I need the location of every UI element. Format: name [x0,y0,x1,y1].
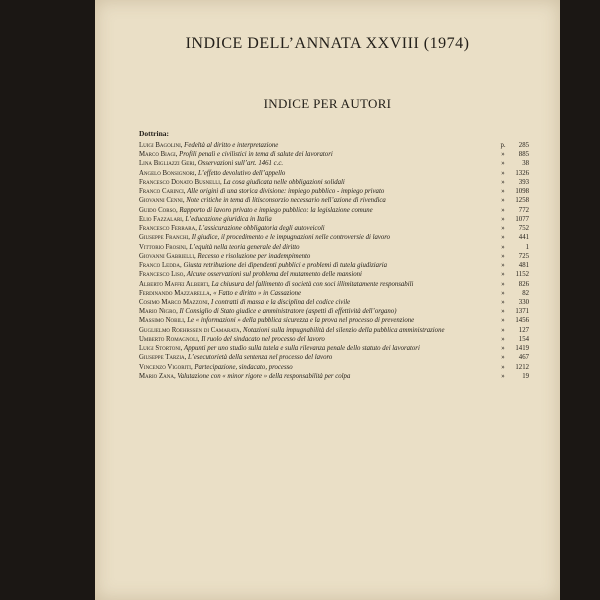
entry-page-number: 1 [525,243,529,251]
entry-work-title: Alcune osservazioni sul problema del mutamento delle mansioni [186,271,362,279]
entry-author: Lina Bigliazzi Geri, [139,160,197,168]
entry-work-title: Note critiche in tema di litisconsorzio necessario nell’azione di rivendica [186,197,386,205]
entry-work-title: L’equità nella teoria generale del diritto [189,243,300,251]
index-entry [139,336,529,344]
index-entry [139,160,529,168]
entry-author: Cosimo Marco Mazzoni, [139,298,210,306]
entry-author: Franco Ledda, [139,262,182,270]
entry-page-number: 1258 [515,197,529,205]
entry-author: Vittorio Frosini, [139,243,188,251]
entry-page-mark: » [501,335,505,343]
entry-page-mark: » [501,215,505,223]
entry-page-number: 1326 [515,169,529,177]
entry-work-title: Giusta retribuzione dei dipendenti pubblici e problemi di tutela giudiziaria [183,262,388,270]
entry-page-mark: » [501,225,505,233]
entry-page-mark: » [501,151,505,159]
index-entry [139,188,529,196]
entry-text [139,179,497,187]
entry-page-mark: p. [500,142,506,149]
index-entry [139,317,529,325]
entry-text [139,151,497,159]
entry-text [139,336,497,344]
entry-author: Mario Nigro, [139,308,178,316]
index-entry [139,271,529,279]
entry-page-number: 725 [518,252,529,260]
index-entry [139,207,529,215]
entry-work-title: Notazioni sulla impugnabilità del silenzio della pubblica amministrazione [243,326,445,334]
entry-author: Franco Carinci, [139,188,186,196]
entry-work-title: Valutazione con « minor rigore » della responsabilità per colpa [177,372,351,380]
entry-page-mark: » [501,206,505,214]
entry-text [139,271,497,279]
index-entry [139,225,529,233]
entry-author: Angelo Bonsignori, [139,169,197,177]
entry-text [139,317,497,325]
entry-author: Guido Corso, [139,206,178,214]
index-entry [139,197,529,205]
entry-page-number: 1212 [515,363,529,371]
entry-author: Alberto Maffei Alberti, [139,280,210,288]
author-index-heading: INDICE PER AUTORI [263,96,392,111]
entry-page-mark: » [501,372,505,380]
index-entry [139,253,529,261]
entry-work-title: Recesso e risoluzione per inadempimento [197,252,311,260]
entry-page-number: 38 [522,160,529,168]
entry-page-mark: » [501,243,505,251]
section-label-dottrina: Dottrina: [139,129,169,138]
entry-page-mark: » [501,317,505,325]
entry-work-title: L’effetto devolutivo dell’appello [198,169,286,177]
entry-page-mark: » [501,169,505,177]
entry-page-mark: » [501,298,505,306]
entry-work-title: Osservazioni sull’art. 1461 c.c. [197,160,284,168]
entry-page-number: 441 [518,234,529,242]
entry-page-number: 19 [522,372,529,380]
entry-page-mark: » [501,308,505,316]
entry-work-title: Appunti per uno studio sulla tutela e sulla rilevanza penale dello statuto dei lavoratori [184,345,420,353]
entry-text [139,364,497,372]
entry-work-title: Il giudice, il procedimento e le impugnazioni nelle controversie di lavoro [191,234,391,242]
entry-text [139,197,497,205]
entry-author: Umberto Romagnoli, [139,335,200,343]
entry-page-mark: » [501,326,505,334]
index-entry [139,170,529,178]
entry-page-mark: » [501,234,505,242]
entry-page-mark: » [501,197,505,205]
entry-page-number: 285 [518,142,529,149]
entry-work-title: Il Consiglio di Stato giudice e amministratore (aspetti di effettività dell’organo) [179,308,397,316]
entry-text [139,225,497,233]
entry-text [139,253,497,261]
entry-page-number: 1456 [515,317,529,325]
entry-author: Marco Biagi, [139,151,178,159]
entry-page-number: 467 [518,354,529,362]
entry-author: Mario Zana, [139,372,176,380]
book-page [95,0,560,600]
entry-author: Luigi Stortoni, [139,345,183,353]
entry-work-title: L’esecutorietà della sentenza nel processo del lavoro [188,354,333,362]
index-entry [139,151,529,159]
entry-page-mark: » [501,188,505,196]
entry-page-number: 772 [518,206,529,214]
entry-work-title: I contratti di massa e la disciplina del codice civile [211,298,351,306]
entry-author: Giuseppe Franchi, [139,234,190,242]
index-entry [139,281,529,289]
entry-page-number: 481 [518,262,529,270]
entry-author: Giuseppe Tarzia, [139,354,187,362]
index-entry [139,364,529,372]
entry-text [139,262,497,270]
entry-text [139,345,497,353]
entry-page-mark: » [501,178,505,186]
entry-page-number: 1152 [515,271,529,279]
entry-author: Francesco Liso, [139,271,186,279]
entry-text [139,327,497,335]
entry-text [139,290,497,298]
volume-index-title: INDICE DELL’ANNATA XXVIII (1974) [185,35,470,52]
entry-text [139,244,497,252]
entry-author: Giovanni Cenni, [139,197,185,205]
entry-work-title: Le « informazioni » della pubblica sicurezza e la prova nel processo di prevenzione [187,317,415,325]
entry-page-mark: » [501,345,505,353]
entry-page-number: 1371 [515,308,529,316]
entry-author: Giovanni Gabrielli, [139,252,196,260]
index-entry [139,216,529,224]
entry-author: Francesco Donato Busnelli, [139,178,222,186]
entry-page-number: 393 [518,178,529,186]
entry-page-number: 885 [518,151,529,159]
index-entry [139,244,529,252]
index-entry [139,179,529,187]
entry-work-title: « Fatto e diritto » in Cassazione [213,289,302,297]
entry-text [139,299,497,307]
entry-page-number: 127 [518,326,529,334]
entry-text [139,354,497,362]
entry-page-mark: » [501,271,505,279]
entry-page-number: 1077 [515,215,529,223]
index-entry [139,142,529,150]
entry-text [139,188,497,196]
entry-page-mark: » [501,363,505,371]
entry-author: Elio Fazzalari, [139,215,184,223]
entry-page-number: 1419 [515,345,529,353]
index-entry [139,299,529,307]
entry-text [139,373,497,381]
entry-work-title: La chiusura del fallimento di società con soci illimitatamente responsabili [211,280,414,288]
entry-text [139,170,497,178]
index-entry [139,373,529,381]
entry-text [139,216,497,224]
entry-work-title: Fedeltà al diritto e interpretazione [184,142,279,149]
entry-page-number: 154 [518,335,529,343]
entry-author: Francesco Ferrara, [139,225,197,233]
entry-page-number: 1098 [515,188,529,196]
entry-author: Massimo Nobili, [139,317,186,325]
entry-text [139,160,497,168]
entry-text [139,142,497,150]
entry-text [139,281,497,289]
index-entry [139,354,529,362]
entry-work-title: L’assicurazione obbligatoria degli autoveicoli [198,225,325,233]
entry-author: Ferdinando Mazzarella, [139,289,212,297]
index-entry [139,345,529,353]
entry-text [139,308,497,316]
index-entry [139,290,529,298]
entry-work-title: Il ruolo del sindacato nel processo del lavoro [201,335,325,343]
entry-page-mark: » [501,160,505,168]
entry-work-title: La cosa giudicata nelle obbligazioni solidali [223,178,345,186]
author-entries-list [139,142,529,382]
entry-page-number: 82 [522,289,529,297]
entry-page-mark: » [501,252,505,260]
entry-page-mark: » [501,280,505,288]
entry-work-title: Partecipazione, sindacato, processo [194,363,293,371]
entry-page-number: 330 [518,298,529,306]
entry-work-title: Rapporto di lavoro privato e impiego pubblico: la legislazione comune [179,206,373,214]
index-entry [139,308,529,316]
entry-text [139,207,497,215]
entry-author: Luigi Bagolini, [139,142,183,149]
index-entry [139,262,529,270]
entry-work-title: Profili penali e civilistici in tema di salute dei lavoratori [179,151,333,159]
entry-text [139,234,497,242]
entry-page-number: 752 [518,225,529,233]
entry-page-number: 826 [518,280,529,288]
entry-author: Vincenzo Vigoriti, [139,363,193,371]
entry-work-title: L’educazione giuridica in Italia [185,215,272,223]
entry-work-title: Alle origini di una storica divisione: impiego pubblico - impiego privato [187,188,385,196]
entry-page-mark: » [501,354,505,362]
entry-author: Guglielmo Roehrssen di Camarata, [139,326,242,334]
entry-page-mark: » [501,289,505,297]
index-entry [139,327,529,335]
entry-page-mark: » [501,262,505,270]
index-entry [139,234,529,242]
